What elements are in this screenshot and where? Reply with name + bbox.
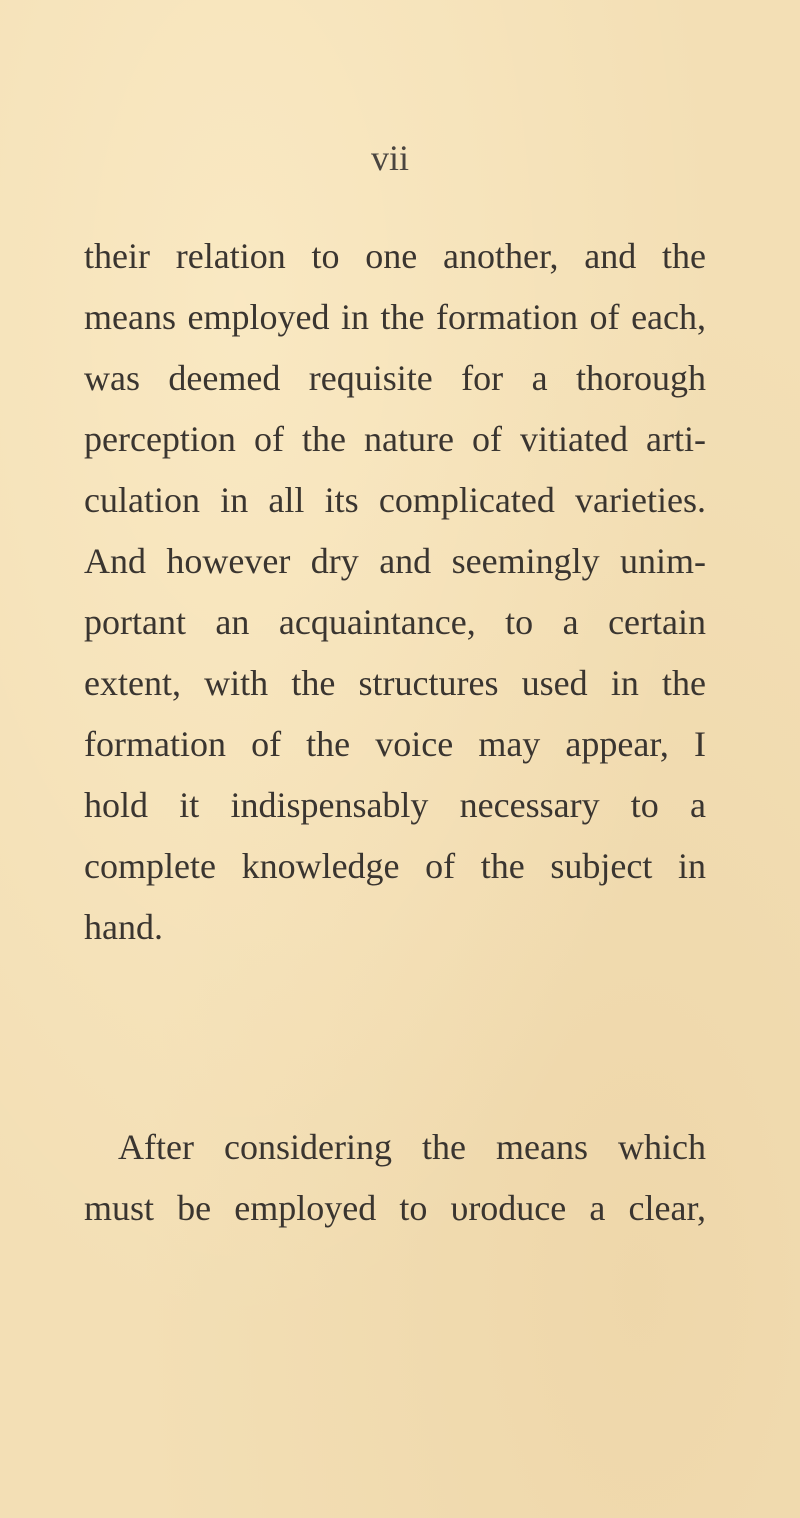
text-line: culation in all its complicated varieties.: [84, 480, 706, 520]
paragraph-1: [84, 226, 706, 958]
text-line: hand.: [84, 907, 163, 947]
text-line: perception of the nature of vitiated arti-: [84, 419, 706, 459]
paragraph-2: [84, 1117, 706, 1239]
text-line: was deemed requisite for a thorough: [84, 358, 706, 398]
text-line: their relation to one another, and the: [84, 236, 706, 276]
text-line: And however dry and seemingly unim-: [84, 541, 706, 581]
text-line: means employed in the formation of each,: [84, 297, 706, 337]
text-line: formation of the voice may appear, I: [84, 724, 706, 764]
text-line: portant an acquaintance, to a certain: [84, 602, 706, 642]
text-line: extent, with the structures used in the: [84, 663, 706, 703]
text-line: After considering the means which: [118, 1127, 706, 1167]
text-line: must be employed to υroduce a clear,: [84, 1188, 706, 1228]
text-line: hold it indispensably necessary to a: [84, 785, 706, 825]
text-line: complete knowledge of the subject in: [84, 846, 706, 886]
page-number: vii: [370, 138, 409, 178]
